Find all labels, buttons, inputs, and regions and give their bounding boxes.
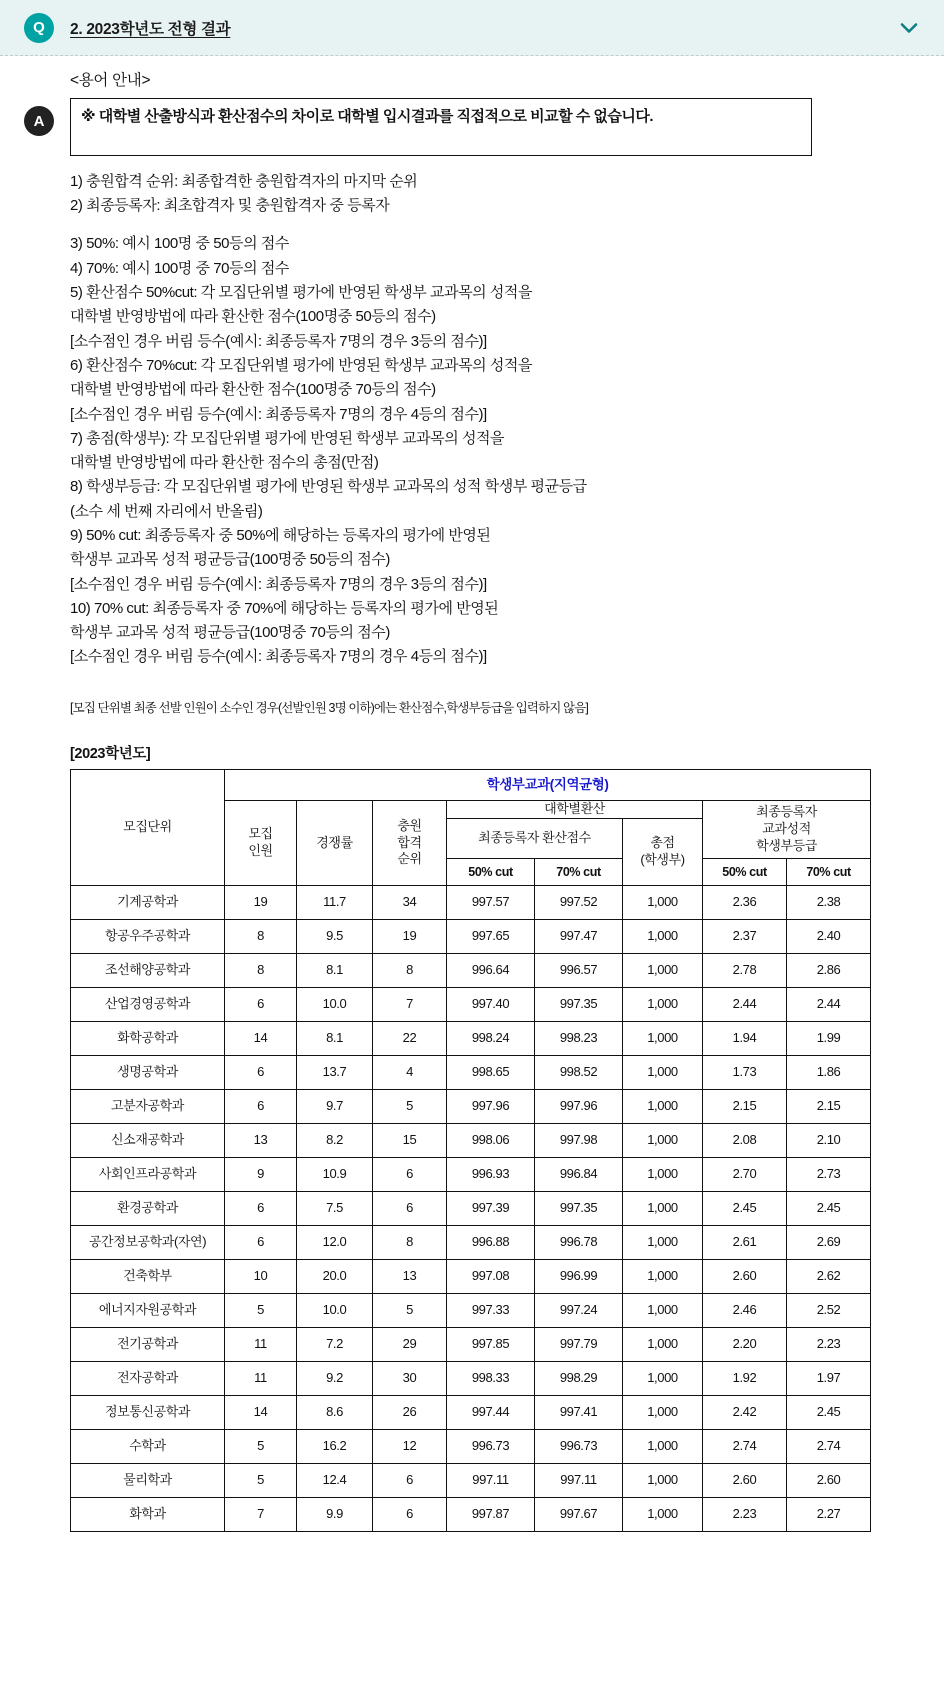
cell-grade-cut70: 2.27 [787,1497,871,1531]
table-row [71,885,871,919]
answer-badge-wrap [24,74,54,136]
answer-badge: A [24,106,54,136]
cell-total: 1,000 [623,1191,703,1225]
term-line: (소수 세 번째 자리에서 반올림) [70,502,263,520]
cell-rank: 30 [373,1361,447,1395]
header-grade-line3: 학생부등급 [756,837,817,853]
cell-ratio: 16.2 [297,1429,373,1463]
cell-quota: 6 [225,987,297,1021]
cell-quota: 9 [225,1157,297,1191]
table-row [71,919,871,953]
cell-dept: 산업경영공학과 [71,987,225,1021]
cell-total: 1,000 [623,1463,703,1497]
cell-total: 1,000 [623,1225,703,1259]
cell-grade-cut70: 1.86 [787,1055,871,1089]
cell-quota: 6 [225,1055,297,1089]
cell-total: 1,000 [623,885,703,919]
cell-dept: 사회인프라공학과 [71,1157,225,1191]
table-row [71,1429,871,1463]
table-row [71,1021,871,1055]
chevron-down-icon[interactable] [896,15,922,41]
question-badge: Q [24,13,54,43]
cell-dept: 화학과 [71,1497,225,1531]
cell-grade-cut70: 1.97 [787,1361,871,1395]
cell-grade-cut70: 2.40 [787,919,871,953]
cell-quota: 6 [225,1191,297,1225]
cell-total: 1,000 [623,1497,703,1531]
cell-quota: 8 [225,953,297,987]
cell-grade-cut70: 2.45 [787,1395,871,1429]
cell-total: 1,000 [623,1293,703,1327]
table-header-row-group [71,770,871,801]
cell-rank: 26 [373,1395,447,1429]
cell-ratio: 7.5 [297,1191,373,1225]
cell-ratio: 12.4 [297,1463,373,1497]
cell-rank: 22 [373,1021,447,1055]
cell-grade-cut70: 2.52 [787,1293,871,1327]
cell-grade-cut50: 2.60 [703,1259,787,1293]
cell-grade-cut70: 2.60 [787,1463,871,1497]
cell-quota: 6 [225,1089,297,1123]
cell-grade-cut70: 2.86 [787,953,871,987]
table-row [71,987,871,1021]
header-rank [373,801,447,886]
table-row [71,1089,871,1123]
header-total [623,818,703,885]
cell-grade-cut70: 2.10 [787,1123,871,1157]
cell-grade-cut50: 1.73 [703,1055,787,1089]
table-row [71,1395,871,1429]
cell-grade-cut70: 2.44 [787,987,871,1021]
term-line: 2) 최종등록자: 최초합격자 및 충원합격자 중 등록자 [70,197,390,215]
header-total-line1: 총점 [650,835,675,851]
cell-dept: 전자공학과 [71,1361,225,1395]
cell-cut50: 997.96 [447,1089,535,1123]
header-quota [225,801,297,886]
term-line: 대학별 반영방법에 따라 환산한 점수(100명중 50등의 점수) [70,308,436,326]
cell-grade-cut50: 2.45 [703,1191,787,1225]
cell-cut70: 996.99 [535,1259,623,1293]
cell-rank: 5 [373,1293,447,1327]
cell-ratio: 9.9 [297,1497,373,1531]
cell-grade-cut50: 2.20 [703,1327,787,1361]
cell-cut50: 997.87 [447,1497,535,1531]
header-rank-line3: 순위 [397,851,422,867]
cell-quota: 5 [225,1429,297,1463]
header-conversion-sub: 최종등록자 환산점수 [447,818,623,858]
cell-cut70: 997.11 [535,1463,623,1497]
header-conversion-group: 대학별환산 [447,801,703,819]
cell-grade-cut50: 2.60 [703,1463,787,1497]
cell-ratio: 8.1 [297,953,373,987]
cell-cut50: 997.65 [447,919,535,953]
table-row [71,1361,871,1395]
cell-cut50: 996.93 [447,1157,535,1191]
table-row [71,1327,871,1361]
cell-total: 1,000 [623,1021,703,1055]
cell-cut50: 998.24 [447,1021,535,1055]
cell-quota: 11 [225,1361,297,1395]
term-line: [소수점인 경우 버림 등수(예시: 최종등록자 7명의 경우 4등의 점수)] [70,405,487,423]
cell-grade-cut70: 2.23 [787,1327,871,1361]
cell-total: 1,000 [623,1327,703,1361]
cell-total: 1,000 [623,1157,703,1191]
cell-quota: 5 [225,1293,297,1327]
term-line: 8) 학생부등급: 각 모집단위별 평가에 반영된 학생부 교과목의 성적 학생부 평균등급 [70,478,587,496]
cell-ratio: 8.2 [297,1123,373,1157]
notice-box: ※ 대학별 산출방식과 환산점수의 차이로 대학별 입시결과를 직접적으로 비교할 수 없습니다. [70,98,812,156]
cell-ratio: 10.9 [297,1157,373,1191]
cell-grade-cut50: 2.44 [703,987,787,1021]
cell-cut50: 998.65 [447,1055,535,1089]
cell-rank: 6 [373,1497,447,1531]
cell-rank: 7 [373,987,447,1021]
cell-grade-cut50: 2.42 [703,1395,787,1429]
cell-rank: 34 [373,885,447,919]
cell-grade-cut50: 2.70 [703,1157,787,1191]
answer-content [70,72,922,1532]
table-row [71,1463,871,1497]
cell-cut70: 997.35 [535,987,623,1021]
cell-total: 1,000 [623,1395,703,1429]
terms-footnote: [모집 단위별 최종 선발 인원이 소수인 경우(선발인원 3명 이하)에는 환산점수,학생부등급을 입력하지 않음] [70,700,588,715]
term-line: 학생부 교과목 성적 평균등급(100명중 50등의 점수) [70,551,390,569]
cell-ratio: 20.0 [297,1259,373,1293]
header-group-title: 학생부교과(지역균형) [225,770,871,801]
cell-rank: 6 [373,1191,447,1225]
cell-total: 1,000 [623,1055,703,1089]
cell-quota: 8 [225,919,297,953]
cell-ratio: 9.2 [297,1361,373,1395]
cell-cut70: 998.29 [535,1361,623,1395]
cell-cut70: 997.79 [535,1327,623,1361]
cell-cut70: 996.73 [535,1429,623,1463]
cell-ratio: 13.7 [297,1055,373,1089]
cell-rank: 5 [373,1089,447,1123]
cell-rank: 6 [373,1157,447,1191]
table-row [71,1157,871,1191]
cell-quota: 11 [225,1327,297,1361]
cell-dept: 에너지자원공학과 [71,1293,225,1327]
table-row [71,1497,871,1531]
term-line: 대학별 반영방법에 따라 환산한 점수의 총점(만점) [70,454,379,472]
cell-grade-cut70: 2.38 [787,885,871,919]
cell-cut70: 998.52 [535,1055,623,1089]
cell-quota: 7 [225,1497,297,1531]
cell-cut70: 997.98 [535,1123,623,1157]
cell-rank: 13 [373,1259,447,1293]
term-line: 10) 70% cut: 최종등록자 중 70%에 해당하는 등록자의 평가에 반영된 [70,599,499,617]
header-quota-line2: 인원 [248,842,273,858]
cell-cut50: 997.44 [447,1395,535,1429]
table-body [71,885,871,1531]
cell-grade-cut50: 1.92 [703,1361,787,1395]
table-row [71,1293,871,1327]
cell-grade-cut50: 2.36 [703,885,787,919]
header-grade-line2: 교과성적 [762,821,811,837]
term-line: [소수점인 경우 버림 등수(예시: 최종등록자 7명의 경우 3등의 점수)] [70,332,487,350]
cell-cut50: 997.85 [447,1327,535,1361]
table-head [71,770,871,886]
cell-cut70: 996.78 [535,1225,623,1259]
table-year-label: [2023학년도] [70,746,151,763]
terms-list [70,170,922,718]
cell-quota: 13 [225,1123,297,1157]
table-row [71,1055,871,1089]
cell-dept: 전기공학과 [71,1327,225,1361]
cell-dept: 고분자공학과 [71,1089,225,1123]
cell-cut70: 997.96 [535,1089,623,1123]
terms-heading: <용어 안내> [70,72,151,89]
cell-rank: 12 [373,1429,447,1463]
cell-cut50: 997.39 [447,1191,535,1225]
term-line: [소수점인 경우 버림 등수(예시: 최종등록자 7명의 경우 4등의 점수)] [70,648,487,666]
cell-ratio: 7.2 [297,1327,373,1361]
table-row [71,1225,871,1259]
cell-grade-cut70: 2.15 [787,1089,871,1123]
cell-cut50: 997.33 [447,1293,535,1327]
cell-dept: 항공우주공학과 [71,919,225,953]
table-row [71,1123,871,1157]
cell-grade-cut70: 2.45 [787,1191,871,1225]
cell-grade-cut50: 2.23 [703,1497,787,1531]
cell-cut50: 996.73 [447,1429,535,1463]
cell-cut70: 996.84 [535,1157,623,1191]
cell-grade-cut50: 2.46 [703,1293,787,1327]
cell-ratio: 9.5 [297,919,373,953]
header-total-line2: (학생부) [640,851,685,867]
term-spacer [70,684,922,698]
cell-dept: 공간정보공학과(자연) [71,1225,225,1259]
cell-ratio: 11.7 [297,885,373,919]
term-line: 5) 환산점수 50%cut: 각 모집단위별 평가에 반영된 학생부 교과목의 성적을 [70,284,532,302]
cell-dept: 환경공학과 [71,1191,225,1225]
table-row [71,1191,871,1225]
header-rank-line1: 충원 [397,817,422,833]
term-line: 1) 충원합격 순위: 최종합격한 충원합격자의 마지막 순위 [70,172,418,190]
cell-quota: 5 [225,1463,297,1497]
cell-ratio: 12.0 [297,1225,373,1259]
cell-grade-cut70: 1.99 [787,1021,871,1055]
header-cut50: 50% cut [447,858,535,885]
header-rank-line2: 합격 [397,834,422,850]
term-line: 4) 70%: 예시 100명 중 70등의 점수 [70,259,289,277]
header-dept: 모집단위 [71,770,225,886]
cell-cut70: 997.24 [535,1293,623,1327]
cell-cut50: 997.40 [447,987,535,1021]
header-grade-line1: 최종등록자 [756,804,817,820]
term-line: 3) 50%: 예시 100명 중 50등의 점수 [70,235,289,253]
admission-results-table [70,769,871,1532]
cell-cut70: 997.41 [535,1395,623,1429]
cell-quota: 19 [225,885,297,919]
term-spacer [70,218,922,232]
accordion-header[interactable] [0,0,944,56]
cell-dept: 정보통신공학과 [71,1395,225,1429]
cell-grade-cut50: 2.74 [703,1429,787,1463]
header-ratio: 경쟁률 [297,801,373,886]
cell-cut70: 997.52 [535,885,623,919]
cell-dept: 건축학부 [71,1259,225,1293]
cell-dept: 기계공학과 [71,885,225,919]
cell-grade-cut70: 2.69 [787,1225,871,1259]
header-quota-line1: 모집 [248,826,273,842]
cell-grade-cut50: 2.37 [703,919,787,953]
cell-ratio: 9.7 [297,1089,373,1123]
cell-cut70: 997.35 [535,1191,623,1225]
cell-total: 1,000 [623,1361,703,1395]
cell-cut70: 998.23 [535,1021,623,1055]
cell-dept: 조선해양공학과 [71,953,225,987]
table-row [71,953,871,987]
cell-total: 1,000 [623,953,703,987]
cell-grade-cut70: 2.73 [787,1157,871,1191]
cell-rank: 15 [373,1123,447,1157]
cell-grade-cut50: 1.94 [703,1021,787,1055]
cell-quota: 10 [225,1259,297,1293]
cell-cut50: 998.33 [447,1361,535,1395]
cell-cut50: 998.06 [447,1123,535,1157]
cell-rank: 29 [373,1327,447,1361]
cell-quota: 14 [225,1021,297,1055]
accordion-body [0,56,944,1544]
cell-dept: 수학과 [71,1429,225,1463]
cell-cut70: 996.57 [535,953,623,987]
header-cut70: 70% cut [535,858,623,885]
cell-ratio: 8.1 [297,1021,373,1055]
cell-cut70: 997.47 [535,919,623,953]
term-line: 7) 총점(학생부): 각 모집단위별 평가에 반영된 학생부 교과목의 성적을 [70,429,505,447]
cell-cut70: 997.67 [535,1497,623,1531]
cell-cut50: 997.57 [447,885,535,919]
cell-cut50: 997.08 [447,1259,535,1293]
cell-total: 1,000 [623,919,703,953]
header-grade-group [703,801,871,859]
cell-dept: 화학공학과 [71,1021,225,1055]
cell-quota: 6 [225,1225,297,1259]
cell-quota: 14 [225,1395,297,1429]
cell-ratio: 8.6 [297,1395,373,1429]
header-grade-cut50: 50% cut [703,858,787,885]
cell-grade-cut70: 2.62 [787,1259,871,1293]
cell-cut50: 996.88 [447,1225,535,1259]
term-line: 9) 50% cut: 최종등록자 중 50%에 해당하는 등록자의 평가에 반영된 [70,527,491,544]
term-line: [소수점인 경우 버림 등수(예시: 최종등록자 7명의 경우 3등의 점수)] [70,575,487,593]
cell-cut50: 996.64 [447,953,535,987]
cell-ratio: 10.0 [297,987,373,1021]
cell-grade-cut50: 2.08 [703,1123,787,1157]
cell-cut50: 997.11 [447,1463,535,1497]
cell-grade-cut50: 2.15 [703,1089,787,1123]
cell-total: 1,000 [623,987,703,1021]
cell-dept: 생명공학과 [71,1055,225,1089]
cell-grade-cut70: 2.74 [787,1429,871,1463]
cell-rank: 8 [373,1225,447,1259]
cell-rank: 6 [373,1463,447,1497]
cell-rank: 4 [373,1055,447,1089]
term-line: 6) 환산점수 70%cut: 각 모집단위별 평가에 반영된 학생부 교과목의 성적을 [70,356,532,374]
cell-total: 1,000 [623,1429,703,1463]
cell-dept: 물리학과 [71,1463,225,1497]
cell-total: 1,000 [623,1123,703,1157]
cell-ratio: 10.0 [297,1293,373,1327]
term-spacer [70,670,922,684]
cell-grade-cut50: 2.78 [703,953,787,987]
term-line: 대학별 반영방법에 따라 환산한 점수(100명중 70등의 점수) [70,381,436,399]
accordion-title[interactable]: 2. 2023학년도 전형 결과 [70,20,231,38]
header-grade-cut70: 70% cut [787,858,871,885]
cell-rank: 8 [373,953,447,987]
table-row [71,1259,871,1293]
cell-rank: 19 [373,919,447,953]
cell-grade-cut50: 2.61 [703,1225,787,1259]
cell-dept: 신소재공학과 [71,1123,225,1157]
cell-total: 1,000 [623,1259,703,1293]
term-line: 학생부 교과목 성적 평균등급(100명중 70등의 점수) [70,624,390,642]
cell-total: 1,000 [623,1089,703,1123]
